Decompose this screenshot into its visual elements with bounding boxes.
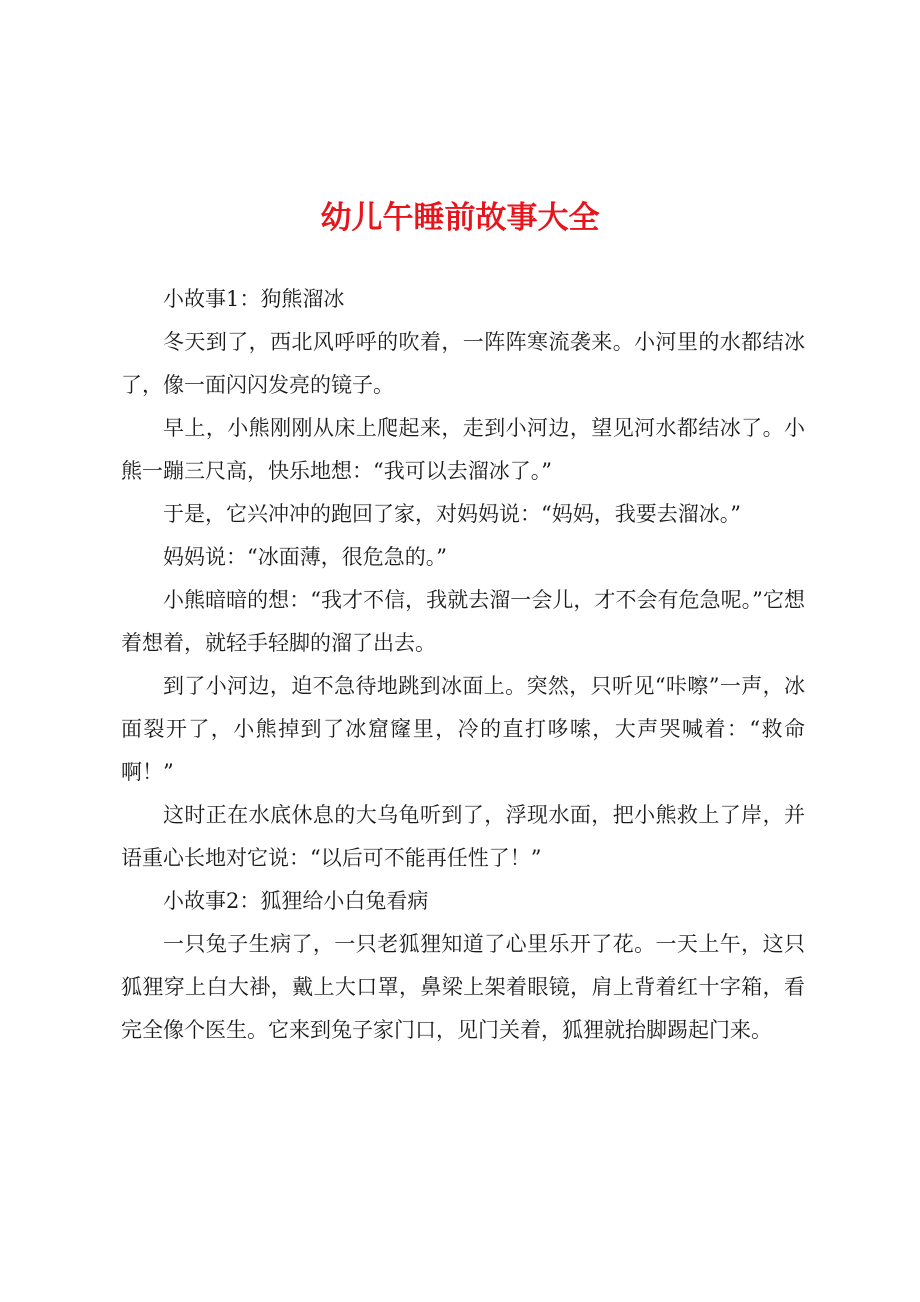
- paragraph: 一只兔子生病了，一只老狐狸知道了心里乐开了花。一天上午，这只狐狸穿上白大褂，戴上大口罩，鼻梁上架着眼镜，肩上背着红十字箱，看完全像个医生。它来到兔子家门口，见门关着，狐狸就抬脚踢起门来。: [121, 932, 805, 1042]
- paragraph: 于是，它兴冲冲的跑回了家，对妈妈说：“妈妈，我要去溜冰。”: [163, 502, 741, 526]
- paragraph: 冬天到了，西北风呼呼的吹着，一阵阵寒流袭来。小河里的水都结冰了，像一面闪闪发亮的镜子。: [121, 330, 805, 397]
- paragraph: 到了小河边，迫不急待地跳到冰面上。突然，只听见“咔嚓”一声，冰面裂开了，小熊掉到了冰窟窿里，冷的直打哆嗦，大声哭喊着：“救命啊！”: [121, 674, 805, 784]
- paragraph: 小熊暗暗的想：“我才不信，我就去溜一会儿，才不会有危急呢。”它想着想着，就轻手轻脚的溜了出去。: [121, 588, 805, 655]
- document-body: [121, 278, 805, 1052]
- paragraph-story2-heading: 小故事2：狐狸给小白兔看病: [163, 889, 429, 913]
- paragraph-story1-heading: 小故事1：狗熊溜冰: [163, 287, 345, 311]
- document-title: 幼儿午睡前故事大全: [320, 200, 600, 236]
- paragraph: 妈妈说：“冰面薄，很危急的。”: [163, 545, 447, 569]
- paragraph: 这时正在水底休息的大乌龟听到了，浮现水面，把小熊救上了岸，并语重心长地对它说：“以后可不能再任性了！”: [121, 803, 805, 870]
- paragraph: 早上，小熊刚刚从床上爬起来，走到小河边，望见河水都结冰了。小熊一蹦三尺高，快乐地想：“我可以去溜冰了。”: [121, 416, 805, 483]
